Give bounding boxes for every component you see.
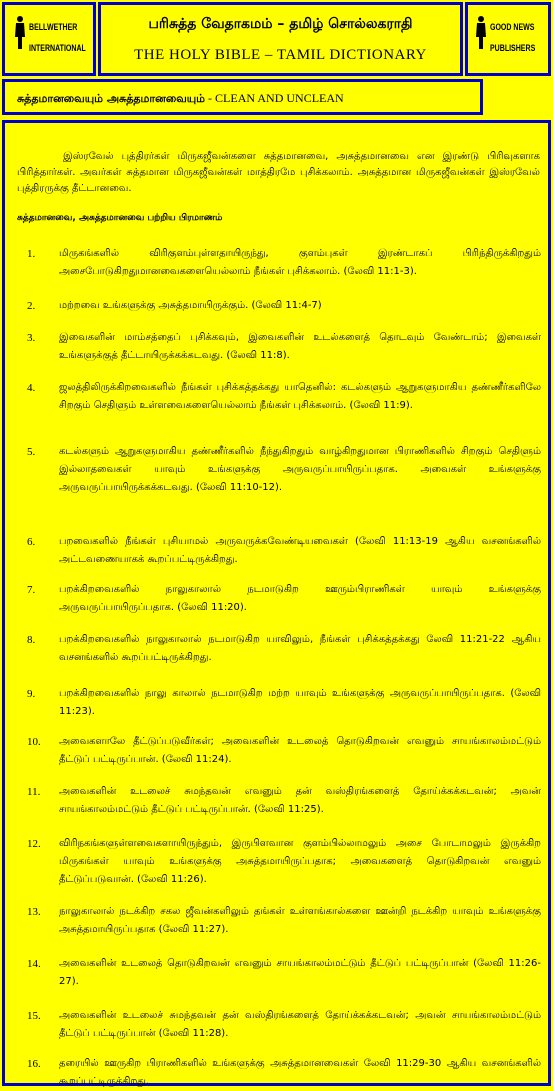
logo-text-line-2: INTERNATIONAL xyxy=(29,43,86,53)
item-number: 11. xyxy=(27,786,41,798)
item-number: 6. xyxy=(27,536,36,548)
item-text: மற்றவை உங்களுக்கு அசுத்தமாயிருக்கும். (லேவி 11:4-7) xyxy=(59,300,322,311)
item-number: 3. xyxy=(27,332,36,344)
item-number: 16. xyxy=(27,1058,41,1070)
item-text: பறக்கிறவைகளில் நாலுகாலால் நடமாடுகிற யாவிலும், நீங்கள் புசிக்கத்தக்கது லேவி 11:21-22 ஆகிய வசனங்களில் கூறப்பட்டிருக்கிறது. xyxy=(59,634,541,663)
header xyxy=(0,0,553,78)
item-number: 1. xyxy=(27,248,36,260)
item-number: 12. xyxy=(27,838,41,850)
item-text: பறவைகளில் நீங்கள் புசியாமல் அருவருக்கவேண்டியவைகள் (லேவி 11:13-19 ஆகிய வசனங்களில் அட்டவணையாகக் கூறப்பட்டிருக்கிறது. xyxy=(59,536,541,565)
item-text: அவைகளின் உடலைச் சுமந்தவன் எவனும் தன் வஸ்திரங்களைத் தோய்க்கக்கடவன்; அவன் சாயங்காலம்மட்டும் தீட்டுப் பட்டிருப்பான். (லேவி 11:25). xyxy=(59,786,541,815)
item-text: கடல்களும் ஆறுகளுமாகிய தண்ணீர்களில் நீந்துகிறதும் வாழ்கிறதுமான பிராணிகளில் சிறகும் செதிளும் இல்லாதவைகள் யாவும் உங்களுக்கு அருவருப்பாயிருப்பதாக. அவைகள் உங்களுக்கு அருவருப்பாயிருக்கக்கடவது. (லேவி 11:10-12). xyxy=(59,446,541,493)
title-tamil: பரிசுத்த வேதாகமம் – தமிழ் சொல்லகராதி xyxy=(148,16,413,32)
item-number: 13. xyxy=(27,906,41,918)
figure-icon xyxy=(474,15,488,51)
item-number: 8. xyxy=(27,634,36,646)
item-text: இவைகளின் மாம்சத்தைப் புசிக்கவும், இவைகளின் உடல்களைத் தொடவும் வேண்டாம்; இவைகள் உங்களுக்குத் தீட்டாயிருக்கக்கடவது. (லேவி 11:8). xyxy=(59,332,541,361)
intro-paragraph: இஸ்ரவேல் புத்திரர்கள் மிருகஜீவன்களை சுத்தமானவை, அசுத்தமானவை என இரண்டு பிரிவுகளாக பிரித்தார்கள். அவர்கள் சுத்தமான மிருகஜீவன்கள் மாத்திரமே புசிக்கலாம். அசுத்தமான மிருகஜீவன்கள் இஸ்ரவேல் புத்திரருக்கு தீட்டானவை. xyxy=(17,151,540,194)
subtitle xyxy=(17,91,344,107)
logo-text-line-1: GOOD NEWS xyxy=(490,22,535,32)
item-number: 7. xyxy=(27,584,36,596)
title-box xyxy=(98,2,463,76)
section-title: சுத்தமானவை, அசுத்தமானவை பற்றிய பிரமாணம் xyxy=(17,213,223,223)
item-text: அவைகளின் உடலைச் சுமந்தவன் தன் வஸ்திரங்களைத் தோய்க்கக்கடவன்; அவன் சாயங்காலம்மட்டும் தீட்டுப் பட்டிருப்பான் (லேவி 11:28). xyxy=(59,1010,541,1039)
item-number: 4. xyxy=(27,382,36,394)
item-number: 9. xyxy=(27,688,36,700)
logo-text-line-1: BELLWETHER xyxy=(29,22,78,32)
item-number: 2. xyxy=(27,300,36,312)
item-text: பறக்கிறவைகளில் நாலுகாலால் நடமாடுகிற ஊரும்பிராணிகள் யாவும் உங்களுக்கு அருவருப்பாயிருப்பதாக. (லேவி 11:20). xyxy=(59,584,541,613)
subtitle-tamil: சுத்தமானவையும் அசுத்தமானவையும் xyxy=(17,92,206,105)
item-text: நாலுகாலால் நடக்கிற சகல ஜீவன்களிலும் தங்கள் உள்ளங்கால்களை ஊன்றி நடக்கிற யாவும் உங்களுக்கு அசுத்தமாயிருப்பதாக (லேவி 11:27). xyxy=(59,906,541,935)
item-text: அவைகளாலே தீட்டுப்படுவீர்கள்; அவைகளின் உடலைத் தொடுகிறவன் எவனும் சாயங்காலம்மட்டும் தீட்டுப் பட்டிருப்பான். (லேவி 11:24). xyxy=(59,736,541,765)
item-text: மிருகங்களில் விரிகுளம்புள்ளதாயிருந்து, குளம்புகள் இரண்டாகப் பிரிந்திருக்கிறதும் அசைபோடுகிறதுமானவைகளையெல்லாம் நீங்கள் புசிக்கலாம். (லேவி 11:1-3). xyxy=(59,248,541,277)
figure-icon xyxy=(13,15,27,51)
good-news-logo[interactable] xyxy=(465,2,551,76)
item-text: விரிநகங்களுள்ளவைகளாயிருந்தும், இருபிளவான குளம்பில்லாமலும் அசை போடாமலும் இருக்கிற மிருகங்கள் யாவும் உங்களுக்கு அசுத்தமாயிருப்பதாக; அவைகளைத் தொடுகிறவன் எவனும் தீட்டுப்படுவான். (லேவி 11:26). xyxy=(59,838,541,885)
logo-text-line-2: PUBLISHERS xyxy=(490,43,536,53)
content-box xyxy=(2,120,551,1086)
item-number: 15. xyxy=(27,1010,41,1022)
item-text: ஜலத்திலிருக்கிறவைகளில் நீங்கள் புசிக்கத்தக்கது யாதெனில்: கடல்களும் ஆறுகளுமாகிய தண்ணீர்களிலே சிறகும் செதிளும் உள்ளவைகளையெல்லாம் நீங்கள் புசிக்கலாம். (லேவி 11:9). xyxy=(59,382,541,411)
subtitle-box xyxy=(2,79,483,115)
item-number: 14. xyxy=(27,958,41,970)
item-text: தரையில் ஊருகிற பிராணிகளில் உங்களுக்கு அசுத்தமானவைகள் லேவி 11:29-30 ஆகிய வசனங்களில் கூறப்பட்டிருக்கிறது. xyxy=(59,1058,541,1087)
item-number: 5. xyxy=(27,446,36,458)
bellwether-logo[interactable] xyxy=(2,2,96,76)
title-english: THE HOLY BIBLE – TAMIL DICTIONARY xyxy=(134,47,427,63)
item-text: அவைகளின் உடலைத் தொடுகிறவன் எவனும் சாயங்காலம்மட்டும் தீட்டுப் பட்டிருப்பான் (லேவி 11:26-27). xyxy=(59,958,541,987)
item-number: 10. xyxy=(27,736,41,748)
item-text: பறக்கிறவைகளில் நாலு காலால் நடமாடுகிற மற்ற யாவும் உங்களுக்கு அருவருப்பாயிருப்பதாக. (லேவி 11:23). xyxy=(59,688,541,717)
subtitle-english: - CLEAN AND UNCLEAN xyxy=(205,91,344,105)
